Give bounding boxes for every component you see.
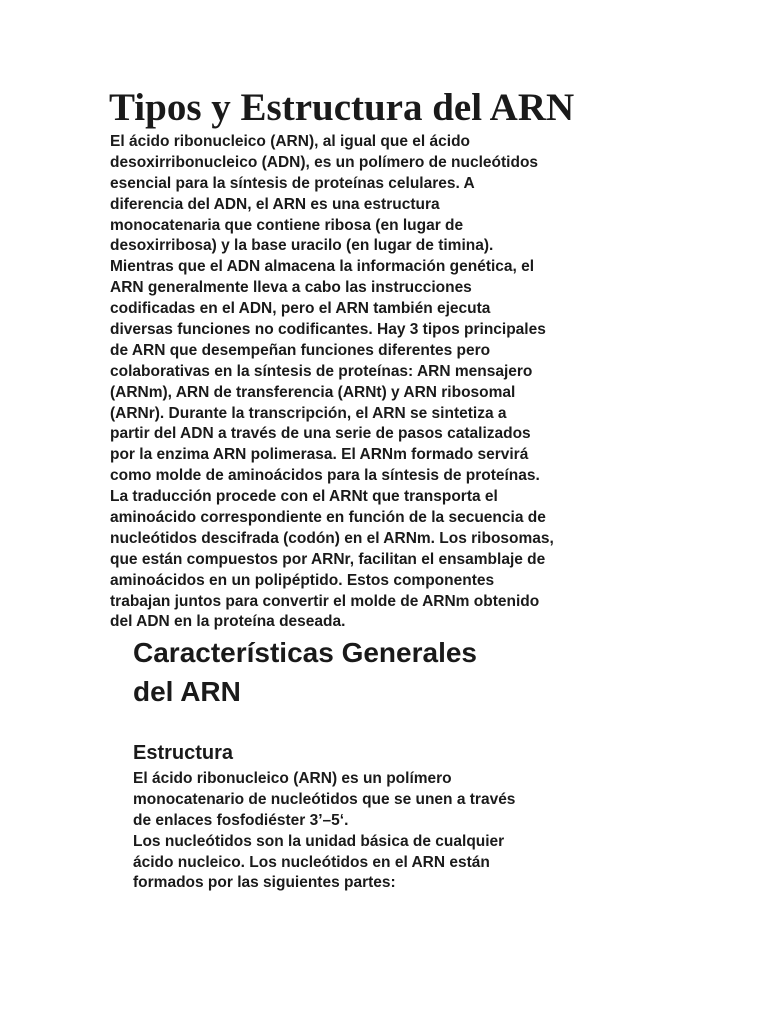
intro-line: diversas funciones no codificantes. Hay 3 tipos principales	[110, 321, 546, 339]
intro-line: (ARNm), ARN de transferencia (ARNt) y ARN ribosomal	[110, 383, 516, 401]
subsection-heading: Estructura	[133, 742, 234, 764]
section-heading-line: Características Generales	[133, 637, 477, 668]
subsection-line: de enlaces fosfodiéster 3’–5‘.	[133, 811, 349, 829]
section-heading	[133, 633, 477, 711]
intro-line: codificadas en el ADN, pero el ARN también ejecuta	[110, 300, 491, 318]
subsection-line: monocatenario de nucleótidos que se unen a través	[133, 790, 516, 808]
intro-line: que están compuestos por ARNr, facilitan el ensamblaje de	[110, 550, 546, 568]
intro-line: desoxirribonucleico (ADN), es un polímero de nucleótidos	[110, 153, 539, 171]
intro-line: nucleótidos descifrada (codón) en el ARNm. Los ribosomas,	[110, 529, 554, 547]
intro-line: por la enzima ARN polimerasa. El ARNm formado servirá	[110, 446, 529, 464]
subsection-line: El ácido ribonucleico (ARN) es un polímero	[133, 770, 452, 787]
intro-line: aminoácido correspondiente en función de la secuencia de	[110, 509, 546, 527]
subsection-line: ácido nucleico. Los nucleótidos en el ARN están	[133, 853, 490, 871]
intro-line: esencial para la síntesis de proteínas celulares. A	[110, 174, 475, 192]
intro-paragraph	[110, 132, 670, 633]
intro-line: monocatenaria que contiene ribosa (en lugar de	[110, 216, 464, 234]
intro-line: aminoácidos en un polipéptido. Estos componentes	[110, 571, 495, 589]
intro-line: de ARN que desempeñan funciones diferentes pero	[110, 341, 491, 359]
page-title: Tipos y Estructura del ARN	[109, 86, 575, 129]
intro-line: diferencia del ADN, el ARN es una estructura	[110, 195, 440, 213]
intro-line: La traducción procede con el ARNt que transporta el	[110, 488, 498, 506]
intro-line: desoxirribosa) y la base uracilo (en lugar de timina).	[110, 237, 494, 255]
intro-line: (ARNr). Durante la transcripción, el ARN se sintetiza a	[110, 404, 507, 422]
intro-line: trabajan juntos para convertir el molde de ARNm obtenido	[110, 592, 540, 610]
intro-line: como molde de aminoácidos para la síntesis de proteínas.	[110, 467, 540, 485]
subsection-line: formados por las siguientes partes:	[133, 874, 396, 892]
section-heading-line: del ARN	[133, 676, 241, 707]
intro-line: colaborativas en la síntesis de proteínas: ARN mensajero	[110, 362, 533, 380]
intro-line: El ácido ribonucleico (ARN), al igual que el ácido	[110, 133, 471, 150]
subsection-paragraph	[133, 769, 653, 894]
intro-line: del ADN en la proteína deseada.	[110, 613, 346, 631]
intro-line: Mientras que el ADN almacena la información genética, el	[110, 258, 535, 276]
intro-line: partir del ADN a través de una serie de pasos catalizados	[110, 425, 531, 443]
subsection-line: Los nucleótidos son la unidad básica de cualquier	[133, 832, 505, 850]
intro-line: ARN generalmente lleva a cabo las instrucciones	[110, 279, 472, 297]
